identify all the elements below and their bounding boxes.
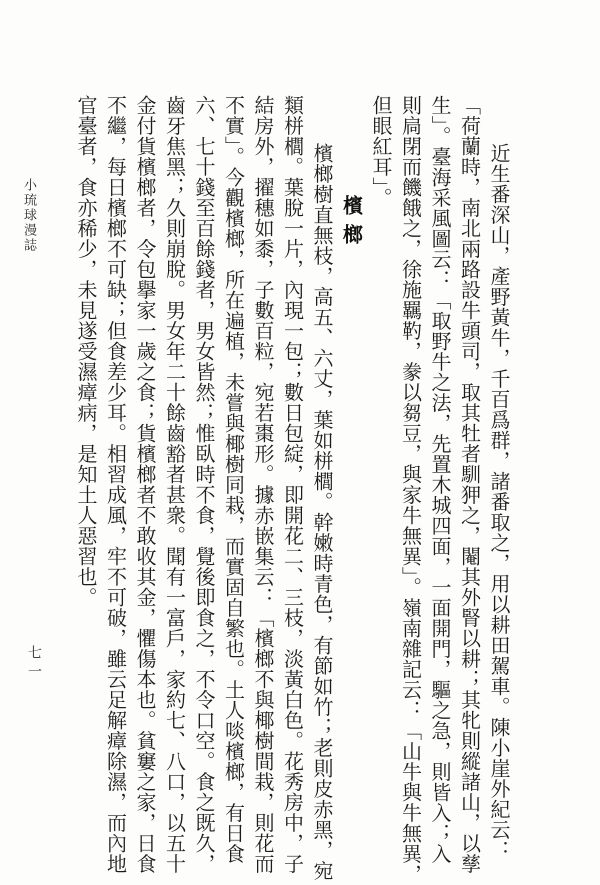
text-column: 近生番深山，產野黃牛，千百爲群，諸番取之，用以耕田駕車。陳小崖外紀云： (487, 143, 509, 861)
text-column: 六、七十錢至百餘錢者，男女皆然；惟臥時不食，覺後即食之，不令口空。食之既久， (192, 95, 214, 874)
running-book-title: 小琉球漫誌 (22, 178, 37, 253)
text-column: 齒牙焦黑；久則崩脫。男女年二十餘齒豁者甚衆。聞有一富戶，家約七、八口，以五十 (162, 95, 185, 874)
text-column: 官臺者，食亦稀少，未見遂受濕瘴病，是知土人惡習也。 (74, 95, 96, 608)
text-block (70, 95, 513, 885)
text-column: 不繼，每日檳榔不可缺；但食差少耳。相習成風，牢不可破，雖云足解瘴除濕，而內地 (103, 95, 126, 874)
text-column: 金付貨檳榔者，令包擧家一歲之食；貨檳榔者不敢收其金，懼傷本也。貧窶之家，日食 (133, 95, 155, 874)
text-column: 不實」。今觀檳榔，所在遍植，未嘗與椰樹同栽，而實固自繁也。土人啖檳榔，有日食 (221, 95, 244, 864)
page-number: 七一 (26, 645, 41, 683)
text-column: 檳榔樹直無枝，高五、六丈，葉如栟櫚。幹嫩時青色，有節如竹；老則皮赤黑，宛 (310, 143, 332, 881)
text-column: 則扃閉而饑餓之，徐施羈靮，豢以芻豆，與家牛無異」。嶺南雜記云：「山牛與牛無異， (398, 95, 421, 885)
section-title: 檳榔 (339, 195, 362, 253)
text-column: 但眼紅耳」。 (369, 95, 391, 208)
text-column: 生」。臺海采風圖云：「取野牛之法，先置木城四面，一面開門，驅之急，則皆入；入 (428, 95, 450, 864)
text-column: 結房外，擢穗如黍，子數百粒，宛若棗形。據赤嵌集云：「檳榔不與椰樹間栽，則花而 (251, 95, 273, 874)
text-column: 類栟櫚。葉脫一片，內現一包；數日包綻，即開花二、三枝，淡黃白色。花秀房中，子 (280, 95, 303, 874)
text-column: 「荷蘭時，南北兩路設牛頭司，取其牡者馴狎之，閹其外腎以耕；其牝則縱諸山，以孳 (457, 95, 480, 874)
